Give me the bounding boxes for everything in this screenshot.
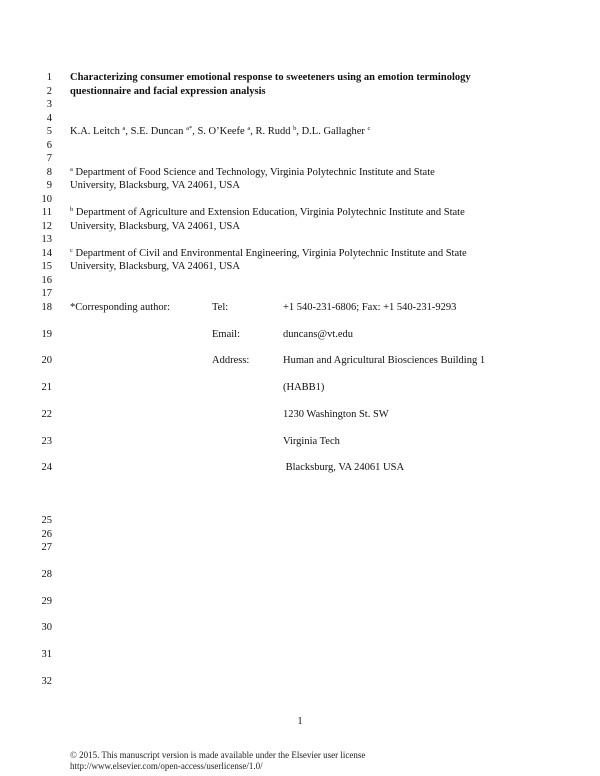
affiliation-text: Department of Agriculture and Extension Education, Virginia Polytechnic Institute and State <box>75 207 465 218</box>
line-number-2: 2 <box>46 86 52 97</box>
line-number-16: 16 <box>41 275 52 286</box>
affiliation-c-line1 <box>70 248 467 260</box>
affiliation-a-line2: University, Blacksburg, VA 24061, USA <box>70 180 240 191</box>
line-number-30: 30 <box>41 622 52 633</box>
line-number-13: 13 <box>41 234 52 245</box>
email-value[interactable]: duncans@vt.edu <box>283 329 354 340</box>
line-number-25: 25 <box>41 515 52 526</box>
author-affil-sup: a <box>122 125 126 132</box>
affiliation-sup: c <box>70 247 73 254</box>
page-number: 1 <box>297 716 303 727</box>
line-number-21: 21 <box>41 382 52 393</box>
tel-label: Tel: <box>212 302 229 313</box>
line-number-31: 31 <box>41 649 52 660</box>
line-number-3: 3 <box>46 99 52 110</box>
address-line: (HABB1) <box>283 382 325 393</box>
affiliation-a-line1 <box>70 167 435 179</box>
author-list: K.A. Leitch $^a$, S.E. Duncan $^{a*}$, S. O’Keefe $^a$, R. Rudd $^b$, D.L. Gallagher $^c$ <box>70 125 371 137</box>
address-label: Address: <box>212 355 250 366</box>
author-affil-sup: b <box>293 125 297 132</box>
line-number-24: 24 <box>41 462 52 473</box>
line-number-10: 10 <box>41 194 52 205</box>
author-affil-sup: a <box>247 125 251 132</box>
author-affil-sup: c <box>367 125 371 132</box>
affiliation-text: Department of Civil and Environmental Engineering, Virginia Polytechnic Institute and State <box>75 248 467 259</box>
line-number-5: 5 <box>46 126 52 137</box>
affiliation-sup: a <box>70 166 73 173</box>
line-number-28: 28 <box>41 569 52 580</box>
address-line: 1230 Washington St. SW <box>283 409 389 420</box>
address-line: Human and Agricultural Biosciences Building 1 <box>283 355 486 366</box>
line-number-15: 15 <box>41 261 52 272</box>
line-number-17: 17 <box>41 288 52 299</box>
line-number-20: 20 <box>41 355 52 366</box>
affiliation-b-line1 <box>70 207 465 219</box>
affiliation-sup: b <box>70 206 74 213</box>
line-number-27: 27 <box>41 542 52 553</box>
paper-title-line2: questionnaire and facial expression analysis <box>70 86 266 97</box>
author-name: R. Rudd <box>255 126 291 137</box>
author-name: S. O’Keefe <box>197 126 245 137</box>
author-name: D.L. Gallagher <box>301 126 365 137</box>
affiliation-b-line2: University, Blacksburg, VA 24061, USA <box>70 221 240 232</box>
affiliation-c-line2: University, Blacksburg, VA 24061, USA <box>70 261 240 272</box>
line-number-22: 22 <box>41 409 52 420</box>
line-number-19: 19 <box>41 329 52 340</box>
line-number-14: 14 <box>41 248 52 259</box>
line-number-29: 29 <box>41 596 52 607</box>
paper-title-line1: Characterizing consumer emotional response to sweeteners using an emotion terminology <box>70 72 471 83</box>
author-name: S.E. Duncan <box>130 126 184 137</box>
line-number-4: 4 <box>46 113 52 124</box>
line-number-11: 11 <box>41 207 52 218</box>
line-number-12: 12 <box>41 221 52 232</box>
affiliation-text: Department of Food Science and Technology, Virginia Polytechnic Institute and State <box>75 167 435 178</box>
license-notice: © 2015. This manuscript version is made available under the Elsevier user license <box>70 750 366 760</box>
line-number-18: 18 <box>41 302 52 313</box>
address-line: Blacksburg, VA 24061 USA <box>283 462 405 473</box>
line-number-6: 6 <box>46 140 52 151</box>
line-number-7: 7 <box>46 153 52 164</box>
email-label: Email: <box>212 329 240 340</box>
line-number-9: 9 <box>46 180 52 191</box>
line-number-8: 8 <box>46 167 52 178</box>
license-url[interactable]: http://www.elsevier.com/open-access/userlicense/1.0/ <box>70 761 263 771</box>
tel-value: +1 540-231-6806; Fax: +1 540-231-9293 <box>283 302 457 313</box>
author-affil-sup: a* <box>186 125 193 132</box>
corresponding-author-label: *Corresponding author: <box>70 302 171 313</box>
line-number-32: 32 <box>41 676 52 687</box>
line-number-1: 1 <box>46 72 52 83</box>
author-name: K.A. Leitch <box>70 126 120 137</box>
address-line: Virginia Tech <box>283 436 340 447</box>
line-number-23: 23 <box>41 436 52 447</box>
line-number-26: 26 <box>41 529 52 540</box>
